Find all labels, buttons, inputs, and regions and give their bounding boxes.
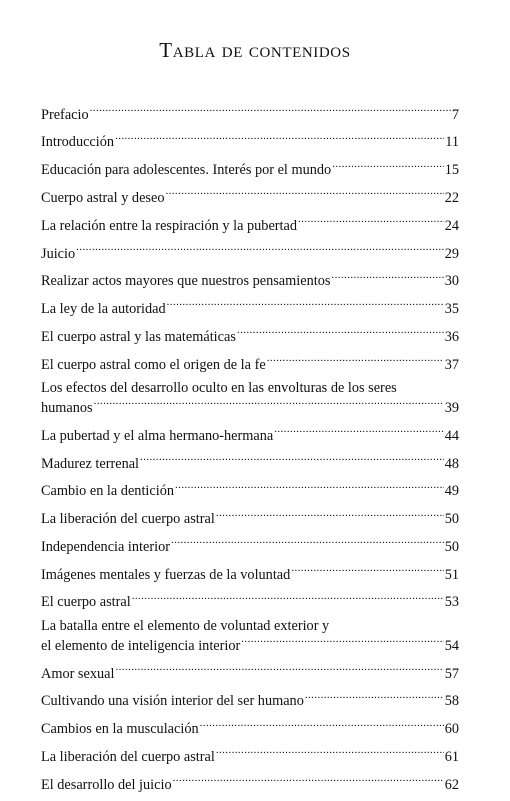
toc-page-number: 7: [451, 106, 459, 123]
dot-leader: [237, 325, 444, 341]
toc-entry-title: Cambios en la musculación: [41, 721, 199, 738]
dot-leader: [115, 131, 444, 147]
page-title: Tabla de contenidos: [159, 38, 351, 62]
toc-page-number: 39: [444, 400, 459, 416]
toc-page-number: 54: [444, 637, 459, 654]
dot-leader: [298, 214, 444, 230]
toc-entry-title-line1: La batalla entre el elemento de voluntad exterior y: [41, 617, 330, 634]
toc-page-number: 24: [444, 217, 459, 234]
toc-entry[interactable]: [41, 242, 459, 262]
toc-entry[interactable]: [41, 480, 459, 500]
toc-page-number: 50: [444, 511, 459, 528]
toc-entry[interactable]: [41, 535, 459, 555]
dot-leader: [241, 634, 443, 650]
toc-page-number: 51: [444, 566, 459, 583]
toc-entry[interactable]: [41, 214, 459, 234]
toc-entry-title: Cultivando una visión interior del ser humano: [41, 693, 304, 710]
dot-leader: [175, 480, 444, 496]
toc-page-number: 29: [444, 245, 459, 262]
toc-entry-title: La ley de la autoridad: [41, 301, 166, 318]
toc-entry-title: La relación entre la respiración y la pubertad: [41, 217, 298, 234]
dot-leader: [200, 718, 444, 734]
toc-entry[interactable]: [41, 186, 459, 206]
toc-page-number: 50: [444, 538, 459, 555]
toc-entry-title: El cuerpo astral: [41, 594, 131, 611]
toc-entry-title: Juicio: [41, 245, 76, 262]
toc-page-number: 49: [444, 483, 459, 500]
toc-page-number: 58: [444, 693, 459, 710]
toc-page-number: 15: [444, 162, 459, 179]
toc-entry[interactable]: [41, 662, 459, 682]
toc-entry-title: La liberación del cuerpo astral: [41, 748, 215, 765]
toc-page-number: 53: [444, 594, 459, 611]
toc-entry-title-line2: el elemento de inteligencia interior: [41, 637, 241, 654]
toc-entry-title: Realizar actos mayores que nuestros pensamientos: [41, 273, 331, 290]
toc-entry[interactable]: [41, 159, 459, 179]
dot-leader: [332, 159, 444, 175]
toc-entry[interactable]: [41, 690, 459, 710]
toc-entry[interactable]: [41, 508, 459, 528]
toc-entry[interactable]: [41, 297, 459, 317]
toc-entry[interactable]: [41, 381, 459, 417]
toc-page-number: 22: [444, 189, 459, 206]
toc-page-number: 62: [444, 776, 459, 793]
table-of-contents: [41, 103, 459, 801]
toc-page-number: 30: [444, 273, 459, 290]
toc-entry-title: La liberación del cuerpo astral: [41, 511, 215, 528]
toc-entry[interactable]: [41, 563, 459, 583]
dot-leader: [167, 297, 444, 313]
toc-entry-title: La pubertad y el alma hermano-hermana: [41, 427, 274, 444]
toc-entry[interactable]: [41, 773, 459, 793]
toc-entry-title-line2: humanos: [41, 400, 93, 416]
toc-entry[interactable]: [41, 353, 459, 373]
toc-page-number: 11: [445, 134, 459, 151]
dot-leader: [115, 662, 443, 678]
dot-leader: [140, 452, 444, 468]
toc-entry-title-line1: Los efectos del desarrollo oculto en las envolturas de los seres: [41, 379, 397, 396]
toc-entry-title: Imágenes mentales y fuerzas de la voluntad: [41, 566, 291, 583]
dot-leader: [94, 396, 444, 412]
toc-entry-title: El cuerpo astral como el origen de la fe: [41, 356, 266, 373]
toc-entry[interactable]: [41, 131, 459, 151]
toc-entry[interactable]: [41, 745, 459, 765]
toc-page-number: 57: [444, 665, 459, 682]
toc-entry[interactable]: [41, 424, 459, 444]
dot-leader: [331, 270, 443, 286]
toc-entry-title: Cuerpo astral y deseo: [41, 189, 165, 206]
dot-leader: [173, 773, 444, 789]
toc-entry-title: El desarrollo del juicio: [41, 776, 172, 793]
toc-entry-title: Madurez terrenal: [41, 455, 140, 472]
toc-entry[interactable]: [41, 325, 459, 345]
dot-leader: [274, 424, 443, 440]
toc-entry-title: Amor sexual: [41, 665, 115, 682]
dot-leader: [305, 690, 444, 706]
dot-leader: [90, 103, 451, 119]
dot-leader: [165, 186, 443, 202]
toc-page-number: 60: [444, 721, 459, 738]
toc-entry[interactable]: [41, 591, 459, 611]
toc-entry-title: Prefacio: [41, 106, 89, 123]
dot-leader: [76, 242, 444, 258]
toc-entry[interactable]: [41, 103, 459, 123]
toc-entry[interactable]: [41, 718, 459, 738]
toc-page-number: 44: [444, 427, 459, 444]
dot-leader: [171, 535, 444, 551]
toc-entry[interactable]: [41, 452, 459, 472]
dot-leader: [216, 745, 444, 761]
dot-leader: [132, 591, 444, 607]
toc-entry-title: Independencia interior: [41, 538, 171, 555]
toc-page-number: 48: [444, 455, 459, 472]
toc-page-number: 36: [444, 328, 459, 345]
toc-entry-title: El cuerpo astral y las matemáticas: [41, 328, 236, 345]
dot-leader: [267, 353, 444, 369]
toc-entry-title: Introducción: [41, 134, 115, 151]
toc-entry[interactable]: [41, 619, 459, 655]
dot-leader: [216, 508, 444, 524]
toc-page-number: 37: [444, 356, 459, 373]
toc-entry[interactable]: [41, 270, 459, 290]
toc-page-number: 61: [444, 748, 459, 765]
dot-leader: [291, 563, 443, 579]
toc-page-number: 35: [444, 301, 459, 318]
toc-entry-title: Cambio en la dentición: [41, 483, 175, 500]
toc-entry-title: Educación para adolescentes. Interés por el mundo: [41, 162, 332, 179]
